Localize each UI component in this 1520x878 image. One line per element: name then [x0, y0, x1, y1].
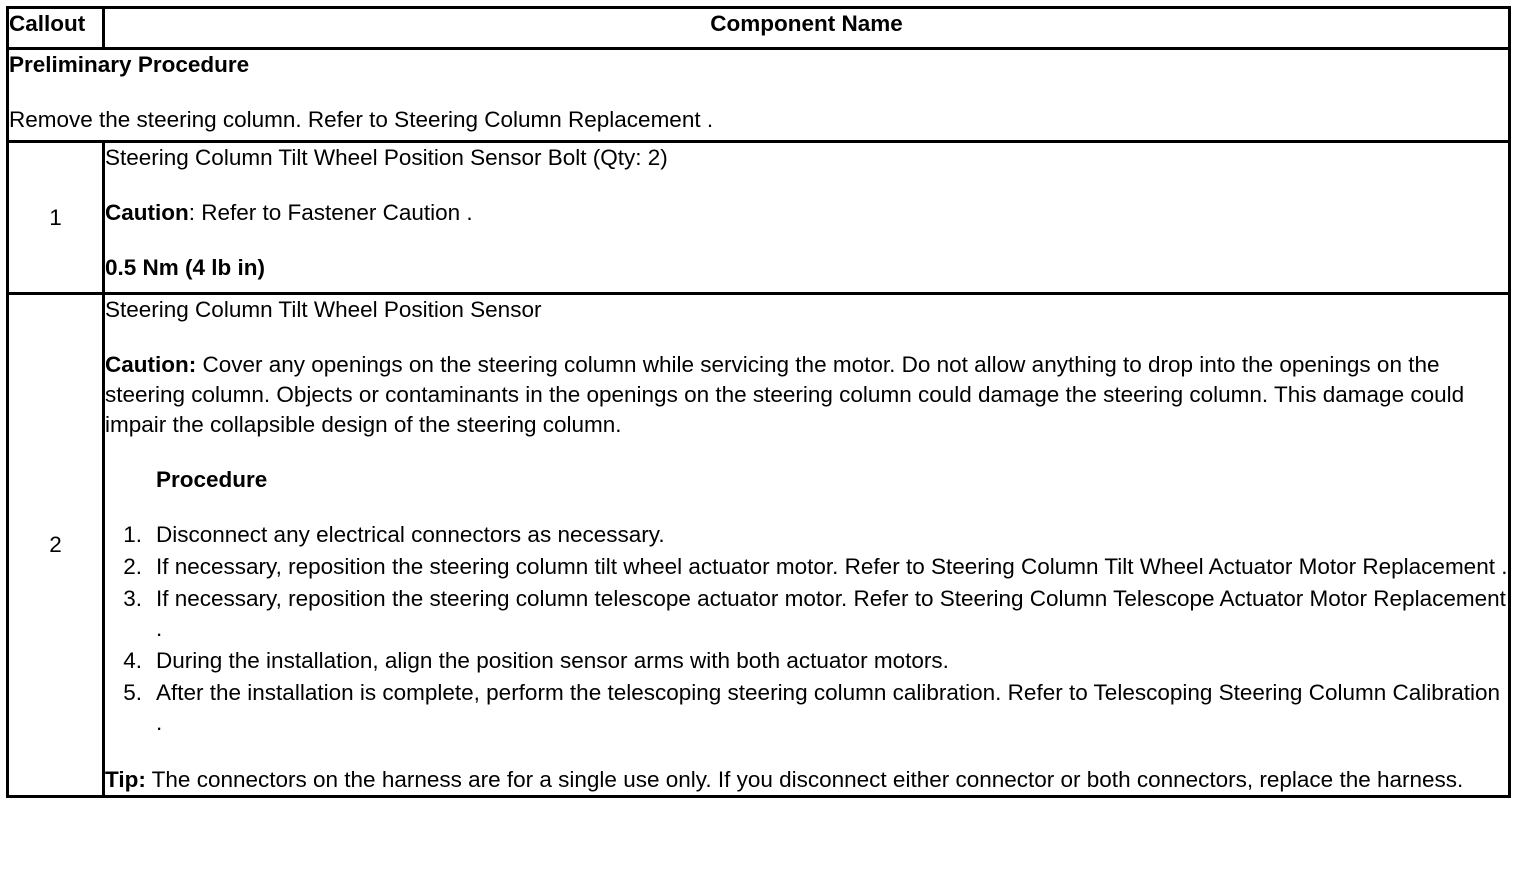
step-text: If necessary, reposition the steering column tilt wheel actuator motor. Refer to Steering Column Tilt Wheel Actuator Motor Replacement .	[156, 554, 1508, 579]
list-item	[105, 646, 1508, 676]
step-number: 5.	[123, 680, 142, 705]
step-number: 2.	[123, 554, 142, 579]
table-row	[8, 294, 1510, 797]
component-name: Steering Column Tilt Wheel Position Sensor	[105, 297, 542, 322]
tip-note	[105, 765, 1508, 795]
step-text: During the installation, align the position sensor arms with both actuator motors.	[156, 648, 949, 673]
step-number: 1.	[123, 522, 142, 547]
callout-number: 2	[8, 294, 104, 797]
procedure-title: Procedure	[156, 467, 268, 492]
caution-text: Cover any openings on the steering column while servicing the motor. Do not allow anything to drop into the openings on the steering column. Objects or contaminants in the openings on the steering column could damage the steering column. This damage could impair the collapsible design of the steering column.	[105, 352, 1465, 437]
step-number: 4.	[123, 648, 142, 673]
tip-text: The connectors on the harness are for a single use only. If you disconnect either connector or both connectors, replace the harness.	[145, 767, 1464, 792]
table-header-row	[8, 8, 1510, 49]
component-cell	[104, 142, 1510, 294]
caution-label: Caution:	[105, 352, 197, 377]
component-cell	[104, 294, 1510, 797]
preliminary-row	[8, 49, 1510, 142]
component-name: Steering Column Tilt Wheel Position Sensor Bolt (Qty: 2)	[105, 145, 668, 170]
list-item	[105, 520, 1508, 550]
procedure-steps	[105, 520, 1508, 738]
preliminary-title: Preliminary Procedure	[9, 52, 250, 77]
procedure-table	[6, 6, 1511, 798]
preliminary-cell	[8, 49, 1510, 142]
table-row	[8, 142, 1510, 294]
list-item	[105, 678, 1508, 738]
caution-note	[105, 198, 1508, 228]
header-component-name: Component Name	[104, 8, 1510, 49]
step-text: Disconnect any electrical connectors as necessary.	[156, 522, 665, 547]
caution-text: : Refer to Fastener Caution .	[188, 200, 473, 225]
header-callout: Callout	[8, 8, 104, 49]
callout-number: 1	[8, 142, 104, 294]
list-item	[105, 584, 1508, 644]
tip-label: Tip:	[105, 767, 146, 792]
caution-note	[105, 350, 1508, 440]
torque-spec: 0.5 Nm (4 lb in)	[105, 255, 266, 280]
step-number: 3.	[123, 586, 142, 611]
step-text: If necessary, reposition the steering column telescope actuator motor. Refer to Steering Column Telescope Actuator Motor Replacement .	[156, 586, 1506, 641]
caution-label: Caution	[105, 200, 189, 225]
list-item	[105, 552, 1508, 582]
step-text: After the installation is complete, perform the telescoping steering column calibration. Refer to Telescoping Steering Column Calibration .	[156, 680, 1501, 735]
preliminary-text: Remove the steering column. Refer to Steering Column Replacement .	[9, 107, 714, 132]
